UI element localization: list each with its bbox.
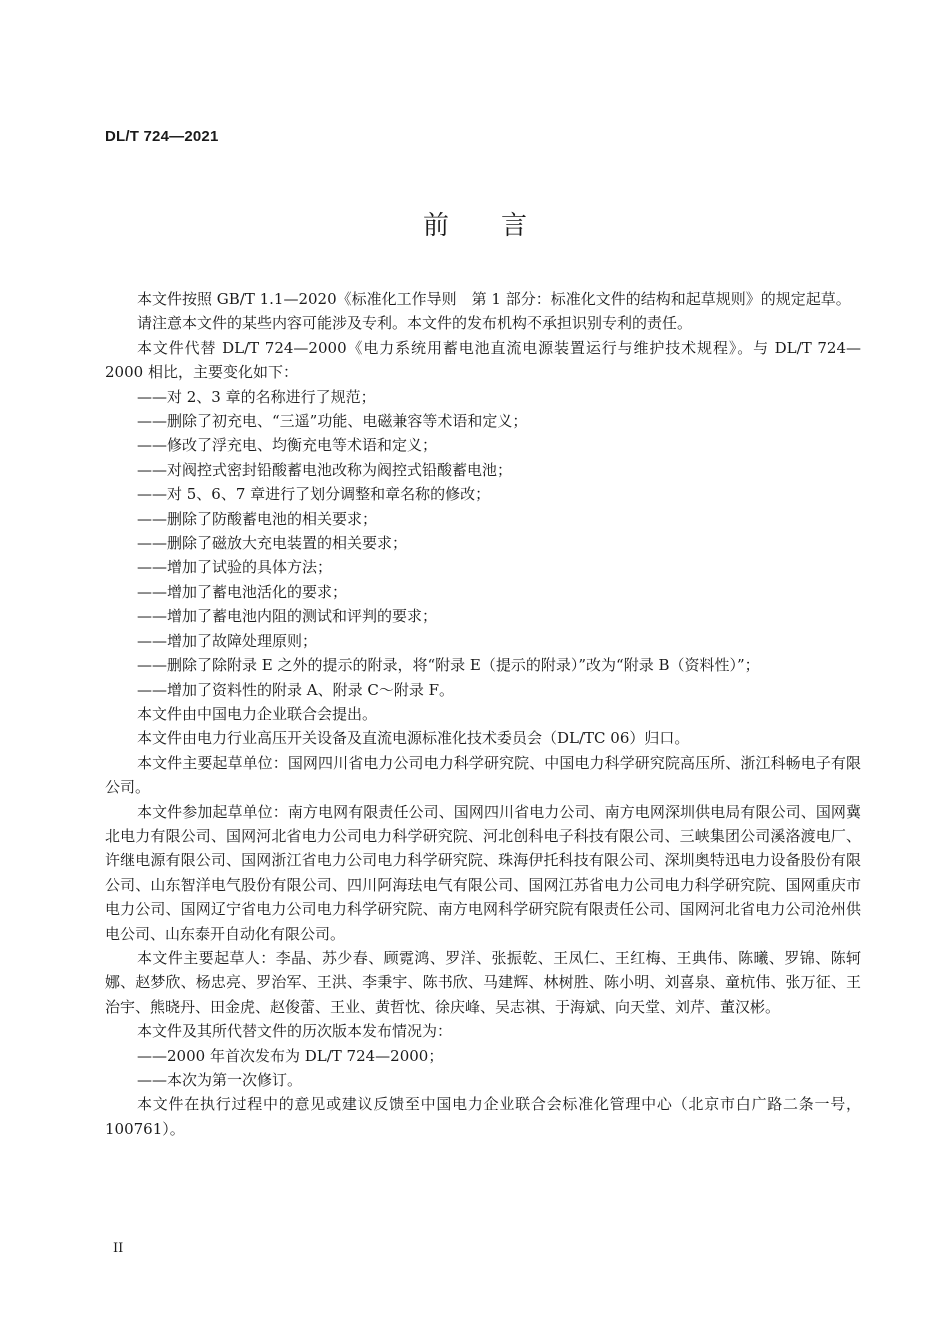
- page-title: 前言: [422, 211, 579, 241]
- paragraph-drafting-rule: 本文件按照 GB/T 1.1—2020《标准化工作导则 第 1 部分：标准化文件的结构和起草规则》的规定起草。: [137, 290, 851, 308]
- document-number: DL/T 724—2021: [105, 128, 219, 145]
- change-list-item: ——删除了防酸蓄电池的相关要求；: [137, 509, 378, 528]
- change-list-item: ——对阀控式密封铅酸蓄电池改称为阀控式铅酸蓄电池；: [137, 460, 513, 479]
- version-list-item: ——2000 年首次发布为 DL/T 724—2000；: [137, 1046, 444, 1065]
- paragraph-replacement: 本文件代替 DL/T 724—2000《电力系统用蓄电池直流电源装置运行与维护技术规程》。与 DL/T 724—2000 相比，主要变化如下：: [105, 338, 861, 382]
- change-list-item: ——修改了浮充电、均衡充电等术语和定义；: [137, 436, 438, 455]
- change-list-item: ——增加了资料性的附录 A、附录 C～附录 F。: [137, 680, 455, 699]
- change-list-item: ——增加了蓄电池内阻的测试和评判的要求；: [137, 607, 438, 626]
- paragraph-participating-orgs: 本文件参加起草单位：南方电网有限责任公司、国网四川省电力公司、南方电网深圳供电局有限公司、国网冀北电力有限公司、国网河北省电力公司电力科学研究院、河北创科电子科技有限公司、三峡集团公司溪洛渡电厂、许继电源有限公司、国网浙江省电力公司电力科学研究院、珠海伊托科技有限公司、深圳奥特迅电力设备股份有限公司、山东智洋电气股份有限公司、四川阿海珐电气有限公司、国网江苏省电力公司电力科学研究院、国网重庆市电力公司、国网辽宁省电力公司电力科学研究院、南方电网科学研究院有限责任公司、国网河北省电力公司沧州供电公司、山东泰开自动化有限公司。: [105, 802, 861, 943]
- change-list-item: ——增加了故障处理原则；: [137, 631, 318, 650]
- paragraph-version-history: 本文件及其所代替文件的历次版本发布情况为：: [137, 1022, 453, 1041]
- change-list-item: ——对 5、6、7 章进行了划分调整和章名称的修改；: [137, 485, 491, 504]
- change-list-item: ——删除了除附录 E 之外的提示的附录，将“附录 E（提示的附录）”改为“附录 B（资料性）”；: [137, 656, 760, 675]
- paragraph-main-drafters-org: 本文件主要起草单位：国网四川省电力公司电力科学研究院、中国电力科学研究院高压所、浙江科畅电子有限公司。: [105, 753, 861, 797]
- paragraph-committee: 本文件由电力行业高压开关设备及直流电源标准化技术委员会（DL/TC 06）归口。: [137, 729, 690, 748]
- page-number: II: [113, 1241, 124, 1256]
- change-list-item: ——增加了蓄电池活化的要求；: [137, 582, 348, 601]
- paragraph-feedback: 本文件在执行过程中的意见或建议反馈至中国电力企业联合会标准化管理中心（北京市白广路二条一号，100761）。: [105, 1095, 861, 1138]
- paragraph-proposer: 本文件由中国电力企业联合会提出。: [137, 704, 378, 723]
- change-list-item: ——删除了磁放大充电装置的相关要求；: [137, 534, 408, 553]
- paragraph-main-drafters: 本文件主要起草人：李晶、苏少春、顾霓鸿、罗洋、张振乾、王凤仁、王红梅、王典伟、陈曦、罗锦、陈轲娜、赵梦欣、杨忠亮、罗治军、王洪、李秉宇、陈书欣、马建辉、林树胜、陈小明、刘喜泉、童杭伟、张万征、王治宇、熊晓丹、田金虎、赵俊蕾、王业、黄哲忱、徐庆峰、吴志祺、于海斌、向天堂、刘芹、董汉彬。: [105, 948, 861, 1016]
- change-list-item: ——删除了初充电、“三遥”功能、电磁兼容等术语和定义；: [137, 412, 528, 431]
- paragraph-patent-notice: 请注意本文件的某些内容可能涉及专利。本文件的发布机构不承担识别专利的责任。: [137, 314, 693, 333]
- change-list-item: ——增加了试验的具体方法；: [137, 558, 333, 577]
- version-list-item: ——本次为第一次修订。: [137, 1071, 303, 1089]
- change-list-item: ——对 2、3 章的名称进行了规范；: [137, 387, 376, 406]
- foreword-body: [105, 287, 861, 1141]
